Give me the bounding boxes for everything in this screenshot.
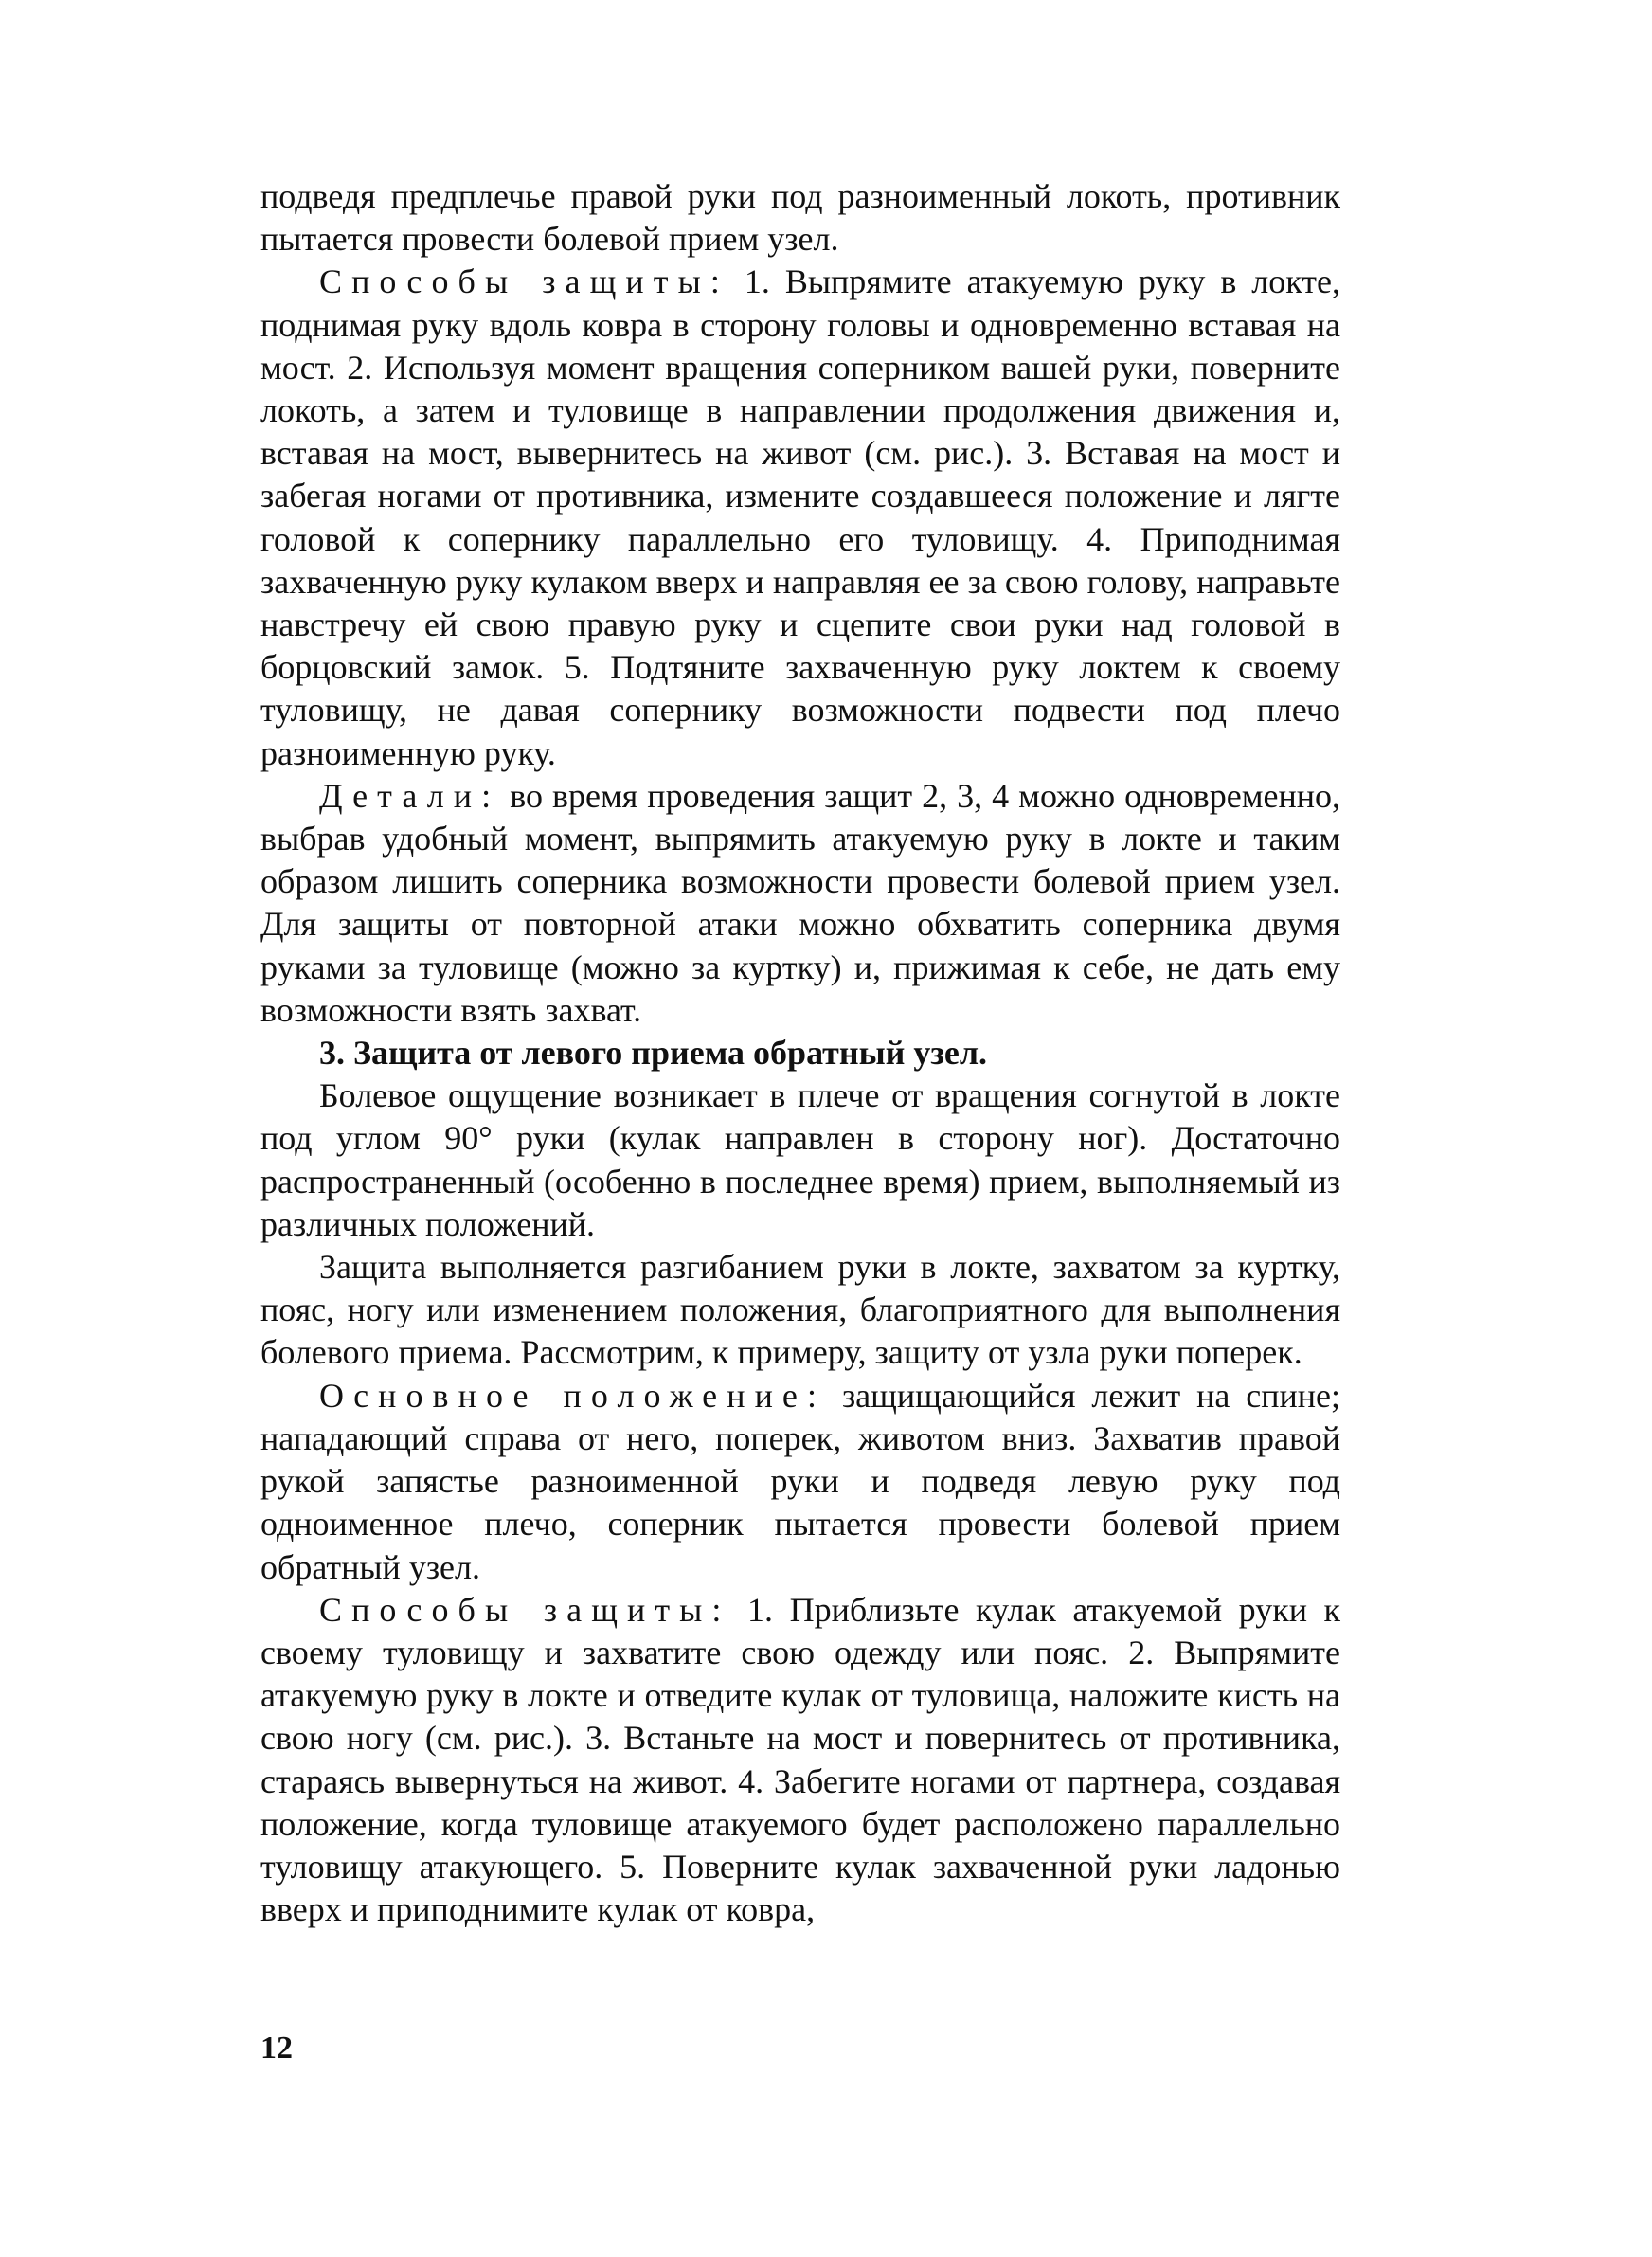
page-body: [260, 175, 1340, 1931]
page-number: 12: [260, 2031, 293, 2066]
paragraph-defense-methods-2: [260, 1589, 1340, 1932]
paragraph-defense-overview: Защита выполняется разгибанием руки в локте, захватом за куртку, пояс, ногу или изменением положения, благоприятного для выполнения болевого приема. Рассмотрим, к примеру, защиту от узла руки поперек.: [260, 1248, 1340, 1372]
paragraph-continuation: подведя предплечье правой руки под разноименный локоть, противник пытается провести болевой прием узел.: [260, 177, 1340, 259]
paragraph-basic-position: [260, 1375, 1340, 1589]
term-details: Детали:: [319, 776, 501, 815]
paragraph-text: во время проведения защит 2, 3, 4 можно одновременно, выбрав удобный момент, выпрямить атакуемую руку в локте и таким образом лишить соперника возможности провести болевой прием узел. Для защиты от повторной атаки можно обхватить соперника двумя руками за туловище (можно за куртку) и, прижимая к себе, не дать ему возможности взять захват.: [260, 776, 1340, 1029]
paragraph-details: [260, 775, 1340, 1032]
paragraph-defense-methods-1: [260, 261, 1340, 774]
paragraph-text: 1. Приблизьте кулак атакуемой руки к своему туловищу и захватите свою одежду или пояс. 2. Выпрямите атакуемую руку в локте и отведите кулак от туловища, наложите кисть на свою ногу (см. рис.). 3. Встаньте на мост и повернитесь от противника, стараясь вывернуться на живот. 4. Забегите ногами от партнера, создавая положение, когда туловище атакуемого будет расположено параллельно туловищу атакующего. 5. Поверните кулак захваченной руки ладонью вверх и приподнимите кулак от ковра,: [260, 1590, 1340, 1929]
section-heading: 3. Защита от левого приема обратный узел.: [319, 1034, 988, 1073]
paragraph-text: 1. Выпрямите атакуемую руку в локте, поднимая руку вдоль ковра в сторону головы и одновременно вставая на мост. 2. Используя момент вращения соперником вашей руки, поверните локоть, а затем и туловище в направлении продолжения движения и, вставая на мост, вывернитесь на живот (см. рис.). 3. Вставая на мост и забегая ногами от противника, измените создавшееся положение и лягте головой к сопернику параллельно его туловищу. 4. Приподнимая захваченную руку кулаком вверх и направляя ее за свою голову, направьте навстречу ей свою правую руку и сцепите свои руки над головой в борцовский замок. 5. Подтяните захваченную руку локтем к своему туловищу, не давая сопернику возможности подвести под плечо разноименную руку.: [260, 262, 1340, 772]
term-basic-position: Основное положение:: [319, 1376, 827, 1415]
term-defense-methods: Способы защиты:: [319, 262, 729, 301]
paragraph-pain-description: Болевое ощущение возникает в плече от вращения согнутой в локте под углом 90° руки (кулак направлен в сторону ног). Достаточно распространенный (особенно в последнее время) прием, выполняемый из различных положений.: [260, 1076, 1340, 1243]
term-defense-methods: Способы защиты:: [319, 1590, 731, 1629]
paragraph-text: защищающийся лежит на спине; нападающий справа от него, поперек, животом вниз. Захватив правой рукой запястье разноименной руки и подведя левую руку под одноименное плечо, соперник пытается провести болевой прием обратный узел.: [260, 1376, 1340, 1586]
